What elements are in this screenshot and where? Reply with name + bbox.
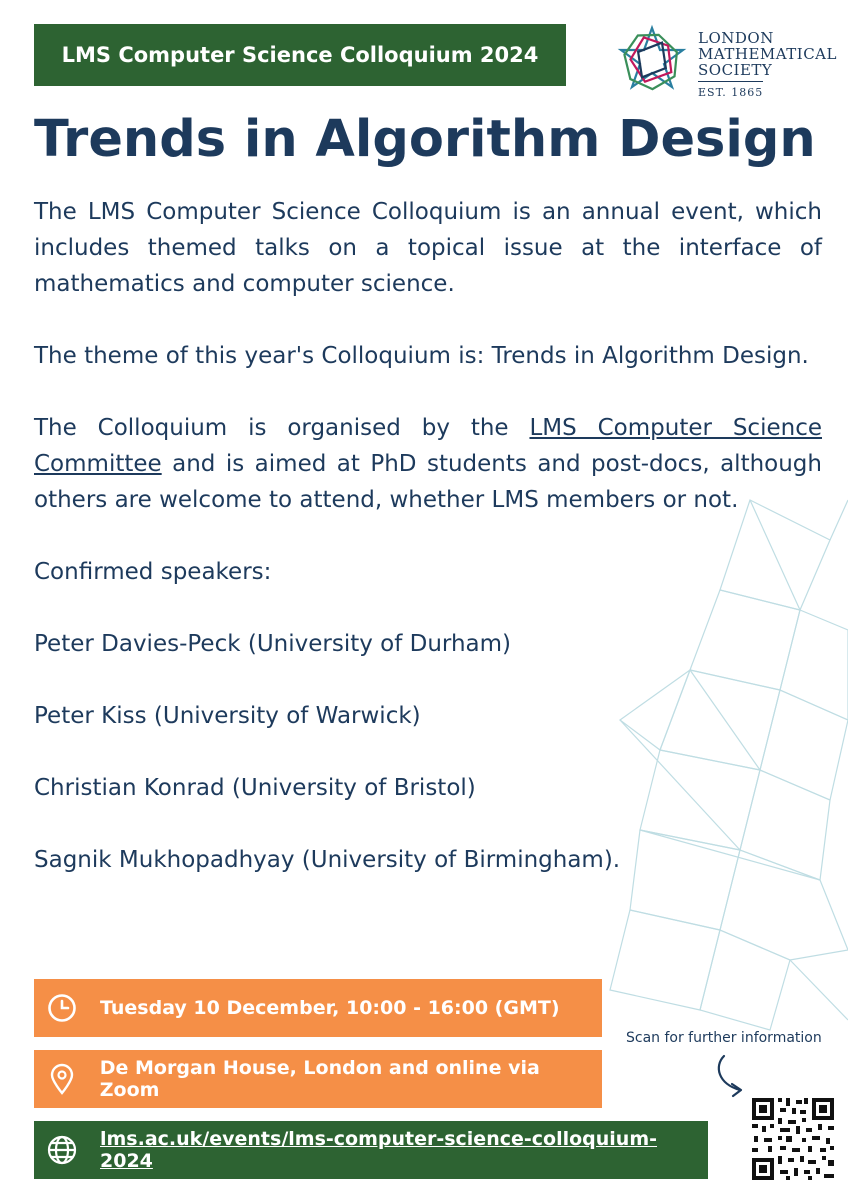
speaker-item: Christian Konrad (University of Bristol) xyxy=(34,775,476,801)
event-location-text: De Morgan House, London and online via Zoom xyxy=(99,1057,540,1101)
speaker-item: Peter Davies-Peck (University of Durham) xyxy=(34,631,512,657)
theme-paragraph: The theme of this year's Colloquium is: Trends in Algorithm Design. xyxy=(34,343,809,369)
page-title: Trends in Algorithm Design xyxy=(34,110,816,169)
globe-icon xyxy=(46,1134,78,1166)
committee-link[interactable]: LMS Computer Science Committee xyxy=(34,415,822,477)
organiser-text-start: The Colloquium is organised by the xyxy=(34,415,530,441)
logo-line-2: MATHEMATICAL xyxy=(698,45,837,63)
banner-text: LMS Computer Science Colloquium 2024 xyxy=(61,43,539,67)
intro-paragraph: The LMS Computer Science Colloquium is an annual event, which includes themed talks on a topical issue at the interface of mathematics and computer science. xyxy=(34,199,822,297)
logo-line-1: LONDON xyxy=(698,29,774,47)
colloquium-banner xyxy=(34,24,566,86)
date-bar xyxy=(34,979,602,1037)
speaker-item: Peter Kiss (University of Warwick) xyxy=(34,703,421,729)
description-body xyxy=(34,194,822,878)
event-url-link[interactable]: lms.ac.uk/events/lms-computer-science-colloquium-2024 xyxy=(100,1128,658,1172)
location-bar xyxy=(34,1050,602,1108)
website-bar[interactable] xyxy=(34,1121,708,1179)
location-pin-icon xyxy=(46,1063,78,1095)
logo-line-3: SOCIETY xyxy=(698,61,773,79)
qr-label: Scan for further information xyxy=(626,1030,822,1046)
curved-arrow-icon xyxy=(712,1052,748,1098)
event-date-text: Tuesday 10 December, 10:00 - 16:00 (GMT) xyxy=(100,997,560,1019)
qr-code[interactable] xyxy=(750,1096,836,1182)
organiser-text-end: and is aimed at PhD students and post-docs, although others are welcome to attend, whether LMS members or not. xyxy=(34,451,822,513)
speaker-item: Sagnik Mukhopadhyay (University of Birmingham). xyxy=(34,847,621,873)
organiser-paragraph xyxy=(34,410,822,518)
clock-icon xyxy=(46,992,78,1024)
speakers-heading: Confirmed speakers: xyxy=(34,559,272,585)
lms-star-icon xyxy=(616,24,688,96)
logo-established: EST. 1865 xyxy=(698,81,763,101)
lms-logo xyxy=(616,24,837,102)
